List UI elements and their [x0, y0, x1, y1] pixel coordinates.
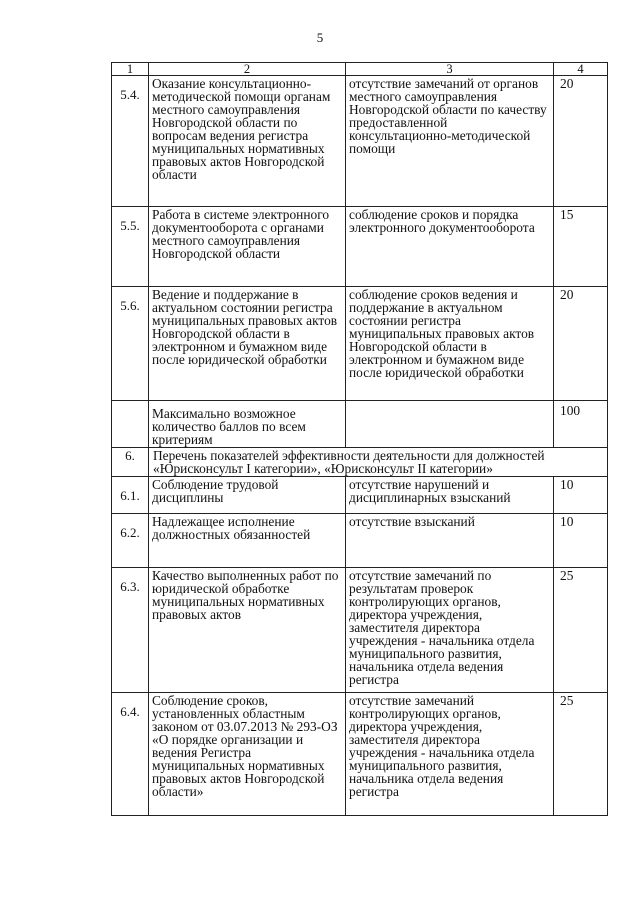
indicator-cell: отсутствие нарушений и дисциплинарных взысканий [346, 477, 554, 514]
table-row [112, 287, 608, 401]
row-number [112, 401, 149, 448]
criterion-cell: Максимально возможное количество баллов по всем критериям [149, 401, 346, 448]
criterion-cell: Надлежащее исполнение должностных обязанностей [149, 514, 346, 568]
indicator-cell: отсутствие взысканий [346, 514, 554, 568]
row-number: 6.4. [112, 693, 149, 816]
criterion-cell: Ведение и поддержание в актуальном состоянии регистра муниципальных правовых актов Новгородской области в электронном и бумажном виде после юридической обработки [149, 287, 346, 401]
points-cell: 25 [554, 693, 608, 816]
header-cell: 2 [149, 63, 346, 76]
indicator-cell: соблюдение сроков ведения и поддержание в актуальном состоянии регистра муниципальных правовых актов Новгородской области в электронном и бумажном виде после юридической обработки [346, 287, 554, 401]
points-cell: 15 [554, 207, 608, 287]
indicator-cell [346, 401, 554, 448]
row-number: 6.3. [112, 568, 149, 693]
indicator-cell: отсутствие замечаний от органов местного самоуправления Новгородской области по качеству предоставленной консультационно-методической помощи [346, 76, 554, 207]
row-number: 6. [112, 448, 149, 477]
points-cell: 25 [554, 568, 608, 693]
points-cell: 10 [554, 477, 608, 514]
indicator-cell: соблюдение сроков и порядка электронного документооборота [346, 207, 554, 287]
header-cell: 3 [346, 63, 554, 76]
table-header-row [112, 63, 608, 76]
page-number: 5 [316, 30, 324, 45]
row-number: 6.1. [112, 477, 149, 514]
points-cell: 20 [554, 76, 608, 207]
table-row-section [112, 448, 608, 477]
row-number: 6.2. [112, 514, 149, 568]
criterion-cell: Соблюдение сроков, установленных областным законом от 03.07.2013 № 293-ОЗ «О порядке организации и ведения Регистра муниципальных нормативных правовых актов Новгородской области» [149, 693, 346, 816]
criterion-cell: Соблюдение трудовой дисциплины [149, 477, 346, 514]
criterion-cell: Оказание консультационно-методической помощи органам местного самоуправления Новгородской области по вопросам ведения регистра муниципальных нормативных правовых актов Новгородской области [149, 76, 346, 207]
indicator-cell: отсутствие замечаний контролирующих органов, директора учреждения, заместителя директора учреждения - начальника отдела муниципального развития, начальника отдела ведения регистра [346, 693, 554, 816]
header-cell: 4 [554, 63, 608, 76]
criteria-table [111, 62, 608, 816]
criterion-cell: Качество выполненных работ по юридической обработке муниципальных нормативных правовых актов [149, 568, 346, 693]
table-row [112, 76, 608, 207]
points-cell: 10 [554, 514, 608, 568]
row-number: 5.4. [112, 76, 149, 207]
row-number: 5.6. [112, 287, 149, 401]
table-row [112, 477, 608, 514]
section-heading: Перечень показателей эффективности деятельности для должностей «Юрисконсульт I категории», «Юрисконсульт II категории» [149, 448, 608, 477]
criterion-cell: Работа в системе электронного документооборота с органами местного самоуправления Новгородской области [149, 207, 346, 287]
indicator-cell: отсутствие замечаний по результатам проверок контролирующих органов, директора учреждения, заместителя директора учреждения - начальника отдела муниципального развития, начальника отдела ведения регистра [346, 568, 554, 693]
table-row [112, 207, 608, 287]
table-row [112, 693, 608, 816]
points-cell: 100 [554, 401, 608, 448]
header-cell: 1 [112, 63, 149, 76]
points-cell: 20 [554, 287, 608, 401]
table-row [112, 401, 608, 448]
table-row [112, 514, 608, 568]
row-number: 5.5. [112, 207, 149, 287]
table-row [112, 568, 608, 693]
